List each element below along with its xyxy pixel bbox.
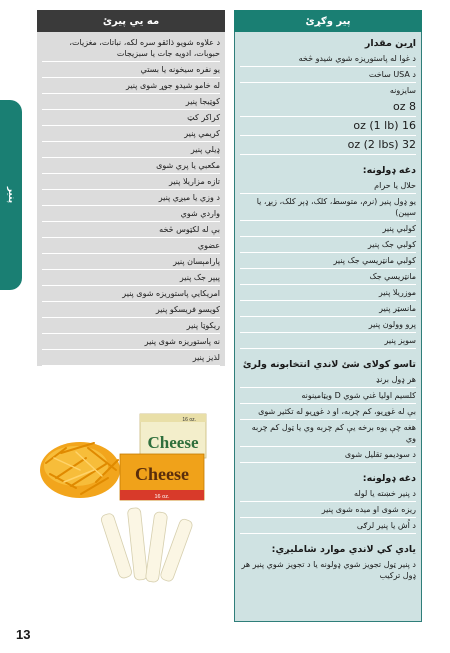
section-side-tab <box>0 100 22 290</box>
avoid-list-item: د وزي يا ميږي پنير <box>42 190 220 206</box>
buy-column <box>234 10 422 622</box>
buy-list-item: کلسيم اوليا غني شوي D ويټامينونه <box>240 388 416 404</box>
avoid-list <box>37 32 225 366</box>
orange-cheese-block <box>120 454 204 500</box>
orange-block-size: 16 oz. <box>154 494 170 500</box>
buy-column-header: پير وګړئ <box>234 10 422 32</box>
buy-list-item: هغه چې يوه برخه يې کم چربه وي يا ټول کم چربه وي <box>240 420 416 447</box>
buy-list-item: مانسټر پنير <box>240 301 416 317</box>
avoid-list-item: عضوي <box>42 238 220 254</box>
section-gap <box>240 463 416 471</box>
buy-section-heading: دغه ډولونه: <box>362 473 416 484</box>
buy-section-heading: تاسو کولای شئ لاندي انتخابونه ولرئ <box>242 359 416 370</box>
buy-list-item: 16 oz (1 lb) <box>240 117 416 136</box>
section-gap <box>240 349 416 357</box>
buy-section-heading: دغه ډولونه: <box>362 165 416 176</box>
side-tab-label: پنير <box>5 186 16 204</box>
section-gap <box>240 534 416 542</box>
avoid-list-item: پيپر جک پنير <box>42 270 220 286</box>
buy-list-item: د اُش يا پنير لرګی <box>240 518 416 534</box>
avoid-column <box>37 10 225 366</box>
avoid-list-item: پارامېسان پنير <box>42 254 220 270</box>
buy-list-item: سايزونه <box>389 86 416 95</box>
buy-list-item: ريزه شوی او ميده شوی پنير <box>240 502 416 518</box>
avoid-list-item: تازه مزاريلا پنير <box>42 174 220 190</box>
buy-list-item: پرو وولون پنير <box>240 317 416 333</box>
white-block-size: 16 oz. <box>182 417 196 423</box>
avoid-list-item: د علاوه شويو ذائقو سره لکه، نباتات، مغزيات، حبوبات، ادويه جات يا سبزيجات <box>42 35 220 62</box>
avoid-list-item: واردي شوي <box>42 206 220 222</box>
buy-list-item: د غوا له پاستوريزه شوي شيدو څخه <box>240 51 416 67</box>
white-block-label: Cheese <box>147 433 199 452</box>
avoid-list-item: يو نفره سيخونه يا بستي <box>42 62 220 78</box>
avoid-list-item: له خامو شيدو جوړ شوی پنير <box>42 78 220 94</box>
buy-list-item: هر ډول برنډ <box>240 372 416 388</box>
buy-list-item: يو ډول پنير (نرم، متوسط، کلک، ډېر کلک، زېړ، يا سپين) <box>240 194 416 221</box>
avoid-list-item: امريکايي پاستوريزه شوی پنير <box>42 286 220 302</box>
buy-section-heading: يادي کي لاندي موارد شامليږي: <box>271 544 416 555</box>
buy-list-item: کولبي جک پنير <box>240 237 416 253</box>
avoid-list-item: بې له لکټوس څخه <box>42 222 220 238</box>
orange-block-label: Cheese <box>135 464 189 484</box>
buy-section-heading: اړين مقدار <box>364 38 416 49</box>
buy-list-item: د پنير خښته يا لوله <box>240 486 416 502</box>
avoid-list-item: کوټيجا پنير <box>42 94 220 110</box>
avoid-list-item: ډيلي پنير <box>42 142 220 158</box>
avoid-list-item: نه پاستوريزه شوی پنير <box>42 334 220 350</box>
avoid-list-item: کريمي پنير <box>42 126 220 142</box>
avoid-list-item: لذيز پنير <box>42 350 220 366</box>
string-cheese-image <box>100 507 193 582</box>
page-number: 13 <box>16 627 31 642</box>
avoid-list-item: مکعبي يا پري شوی <box>42 158 220 174</box>
buy-list-item: بې له غوړيو، کم چربه، او د غوړيو له تکثير شوی <box>240 404 416 420</box>
avoid-list-item: ريکوټا پنير <box>42 318 220 334</box>
section-gap <box>240 155 416 163</box>
buy-list <box>234 32 422 622</box>
buy-list-item: مانټريسي جک <box>240 269 416 285</box>
buy-list-item: موزريلا پنير <box>240 285 416 301</box>
buy-list-item: کولبي مانټريسي جک پنير <box>240 253 416 269</box>
buy-list-item: کولبي پنير <box>240 221 416 237</box>
avoid-list-item: کراکر کټ <box>42 110 220 126</box>
buy-list-item: 8 oz <box>240 98 416 117</box>
avoid-list-item: کويسو فريسکو پنير <box>42 302 220 318</box>
buy-list-item: د پنير ټول تجويز شوي ډولونه يا د تجويز شوي پنير هر ډول ترکيب <box>241 560 416 580</box>
buy-list-item: حلال يا حرام <box>240 178 416 194</box>
buy-list-item: د سوديمو تقليل شوی <box>240 447 416 463</box>
shredded-cheese-image <box>40 442 120 498</box>
white-cheese-block <box>140 414 206 458</box>
avoid-column-header: مه يي پيرئ <box>37 10 225 32</box>
buy-list-item: 32 oz (2 lbs) <box>240 136 416 155</box>
cheese-illustration <box>36 408 226 593</box>
buy-list-item: د USA ساخت <box>240 67 416 83</box>
buy-list-item: سوېز پنير <box>240 333 416 349</box>
